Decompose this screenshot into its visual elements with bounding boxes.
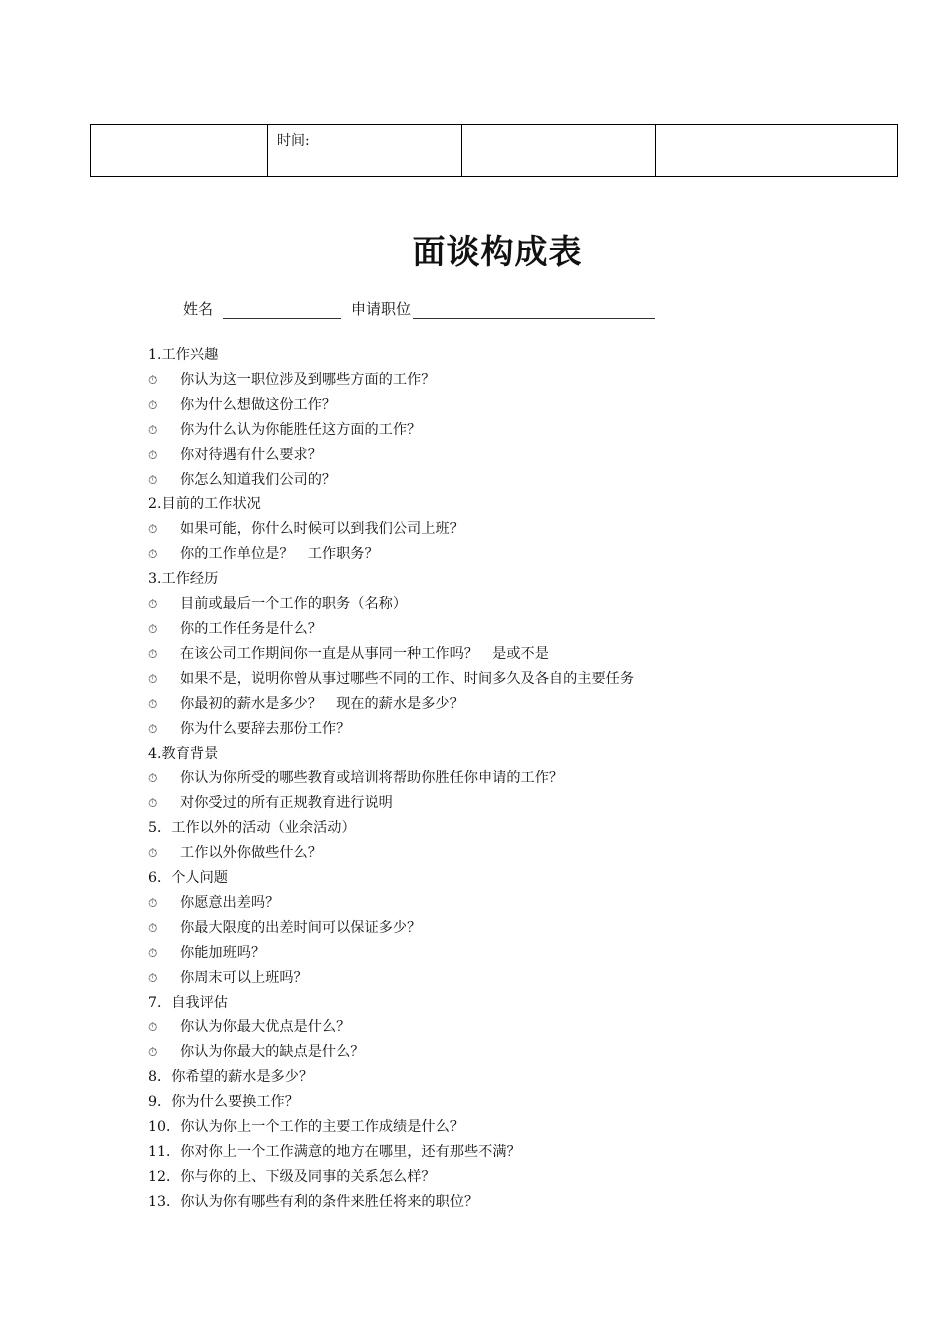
question-item: [148, 692, 634, 717]
section-heading: [148, 343, 634, 368]
stopwatch-bullet-icon: ⏱: [148, 945, 158, 960]
header-cell: [91, 125, 268, 177]
question-text: 目前或最后一个工作的职务（名称）: [180, 596, 408, 613]
section-heading: [148, 1090, 634, 1115]
section-heading-text: 4.教育背景: [148, 745, 219, 762]
question-text: 你认为你最大的缺点是什么？: [180, 1044, 365, 1061]
question-item: [148, 717, 634, 742]
header-table-row: [91, 125, 898, 177]
section-heading-text: 3.工作经历: [148, 571, 219, 588]
section-heading-text: 11．你对你上一个工作满意的地方在哪里，还有那些不满？: [148, 1144, 521, 1160]
section-heading: [148, 816, 634, 841]
stopwatch-bullet-icon: ⏱: [148, 920, 158, 935]
question-text: 你认为你最大优点是什么？: [180, 1019, 351, 1036]
header-cell: [656, 125, 898, 177]
stopwatch-bullet-icon: ⏱: [148, 796, 158, 811]
stopwatch-bullet-icon: ⏱: [148, 646, 158, 661]
section-heading: [148, 866, 634, 891]
question-item: [148, 966, 634, 991]
stopwatch-bullet-icon: ⏱: [148, 597, 158, 612]
position-label: 申请职位: [351, 300, 412, 318]
section-heading: [148, 567, 634, 592]
question-item: [148, 617, 634, 642]
stopwatch-bullet-icon: ⏱: [148, 1045, 158, 1060]
question-text: 你为什么要辞去那份工作？: [180, 720, 351, 737]
question-item: [148, 443, 634, 468]
time-cell: 时间:: [268, 125, 462, 177]
question-item: [148, 517, 634, 542]
question-item: [148, 667, 634, 692]
question-text: 你能加班吗？: [180, 944, 266, 961]
question-item: [148, 941, 634, 966]
section-heading-text: 12．你与你的上、下级及同事的关系怎么样？: [148, 1168, 436, 1185]
header-table: [90, 124, 898, 177]
question-list: [148, 343, 634, 1215]
stopwatch-bullet-icon: ⏱: [148, 721, 158, 736]
question-text: 在该公司工作期间你一直是从事同一种工作吗？ 是或不是: [180, 645, 549, 662]
header-cell: [462, 125, 656, 177]
stopwatch-bullet-icon: ⏱: [148, 1020, 158, 1035]
section-heading-text: 9．你为什么要换工作？: [148, 1094, 299, 1111]
section-heading-text: 8．你希望的薪水是多少？: [148, 1069, 314, 1086]
stopwatch-bullet-icon: ⏱: [148, 547, 158, 562]
stopwatch-bullet-icon: ⏱: [148, 621, 158, 636]
section-heading: [148, 991, 634, 1016]
stopwatch-bullet-icon: ⏱: [148, 372, 158, 387]
stopwatch-bullet-icon: ⏱: [148, 846, 158, 861]
question-text: 工作以外你做些什么？: [180, 845, 322, 862]
question-text: 你的工作任务是什么？: [180, 620, 322, 637]
question-item: [148, 791, 634, 816]
section-heading-text: 13．你认为你有哪些有利的条件来胜任将来的职位？: [148, 1193, 479, 1210]
question-text: 如果可能，你什么时候可以到我们公司上班？: [180, 521, 464, 538]
stopwatch-bullet-icon: ⏱: [148, 970, 158, 985]
section-heading: [148, 1065, 634, 1090]
section-heading-text: 7．自我评估: [148, 994, 228, 1011]
name-label: 姓名: [183, 300, 214, 318]
question-text: 你周末可以上班吗？: [180, 969, 308, 986]
section-heading: [148, 1165, 634, 1190]
position-blank: [413, 301, 655, 319]
question-text: 你认为这一职位涉及到哪些方面的工作？: [180, 371, 436, 388]
stopwatch-bullet-icon: ⏱: [148, 671, 158, 686]
question-item: [148, 592, 634, 617]
question-text: 你为什么认为你能胜任这方面的工作？: [180, 421, 422, 438]
question-item: [148, 916, 634, 941]
stopwatch-bullet-icon: ⏱: [148, 771, 158, 786]
section-heading-text: 10．你认为你上一个工作的主要工作成绩是什么？: [148, 1119, 464, 1136]
question-text: 你愿意出差吗？: [180, 894, 280, 911]
question-item: [148, 542, 634, 567]
question-item: [148, 642, 634, 667]
page-title: 面谈构成表: [412, 232, 583, 271]
stopwatch-bullet-icon: ⏱: [148, 696, 158, 711]
question-text: 你的工作单位是？ 工作职务？: [180, 546, 379, 563]
name-blank: [223, 301, 341, 319]
question-text: 你对待遇有什么要求？: [180, 446, 322, 463]
question-item: [148, 418, 634, 443]
question-item: [148, 393, 634, 418]
question-item: [148, 1040, 634, 1065]
section-heading: [148, 492, 634, 517]
question-item: [148, 468, 634, 493]
question-text: 如果不是，说明你曾从事过哪些不同的工作、时间多久及各自的主要任务: [180, 670, 635, 687]
question-item: [148, 891, 634, 916]
question-item: [148, 1015, 634, 1040]
section-heading: [148, 1140, 634, 1165]
question-text: 你最初的薪水是多少？ 现在的薪水是多少？: [180, 695, 464, 712]
section-heading-text: 2.目前的工作状况: [148, 496, 261, 513]
question-item: [148, 766, 634, 791]
question-text: 你怎么知道我们公司的？: [180, 471, 337, 488]
stopwatch-bullet-icon: ⏱: [148, 397, 158, 412]
question-item: [148, 841, 634, 866]
section-heading: [148, 1190, 634, 1215]
applicant-info-line: [183, 298, 655, 319]
stopwatch-bullet-icon: ⏱: [148, 422, 158, 437]
question-text: 你最大限度的出差时间可以保证多少？: [180, 919, 422, 936]
stopwatch-bullet-icon: ⏱: [148, 522, 158, 537]
question-text: 对你受过的所有正规教育进行说明: [180, 795, 393, 812]
stopwatch-bullet-icon: ⏱: [148, 447, 158, 462]
section-heading: [148, 1115, 634, 1140]
question-text: 你认为你所受的哪些教育或培训将帮助你胜任你申请的工作？: [180, 770, 564, 787]
section-heading-text: 6．个人问题: [148, 870, 228, 887]
question-item: [148, 368, 634, 393]
stopwatch-bullet-icon: ⏱: [148, 472, 158, 487]
stopwatch-bullet-icon: ⏱: [148, 895, 158, 910]
section-heading: [148, 742, 634, 767]
section-heading-text: 5．工作以外的活动（业余活动）: [148, 820, 356, 837]
section-heading-text: 1.工作兴趣: [148, 347, 219, 363]
question-text: 你为什么想做这份工作？: [180, 396, 337, 413]
